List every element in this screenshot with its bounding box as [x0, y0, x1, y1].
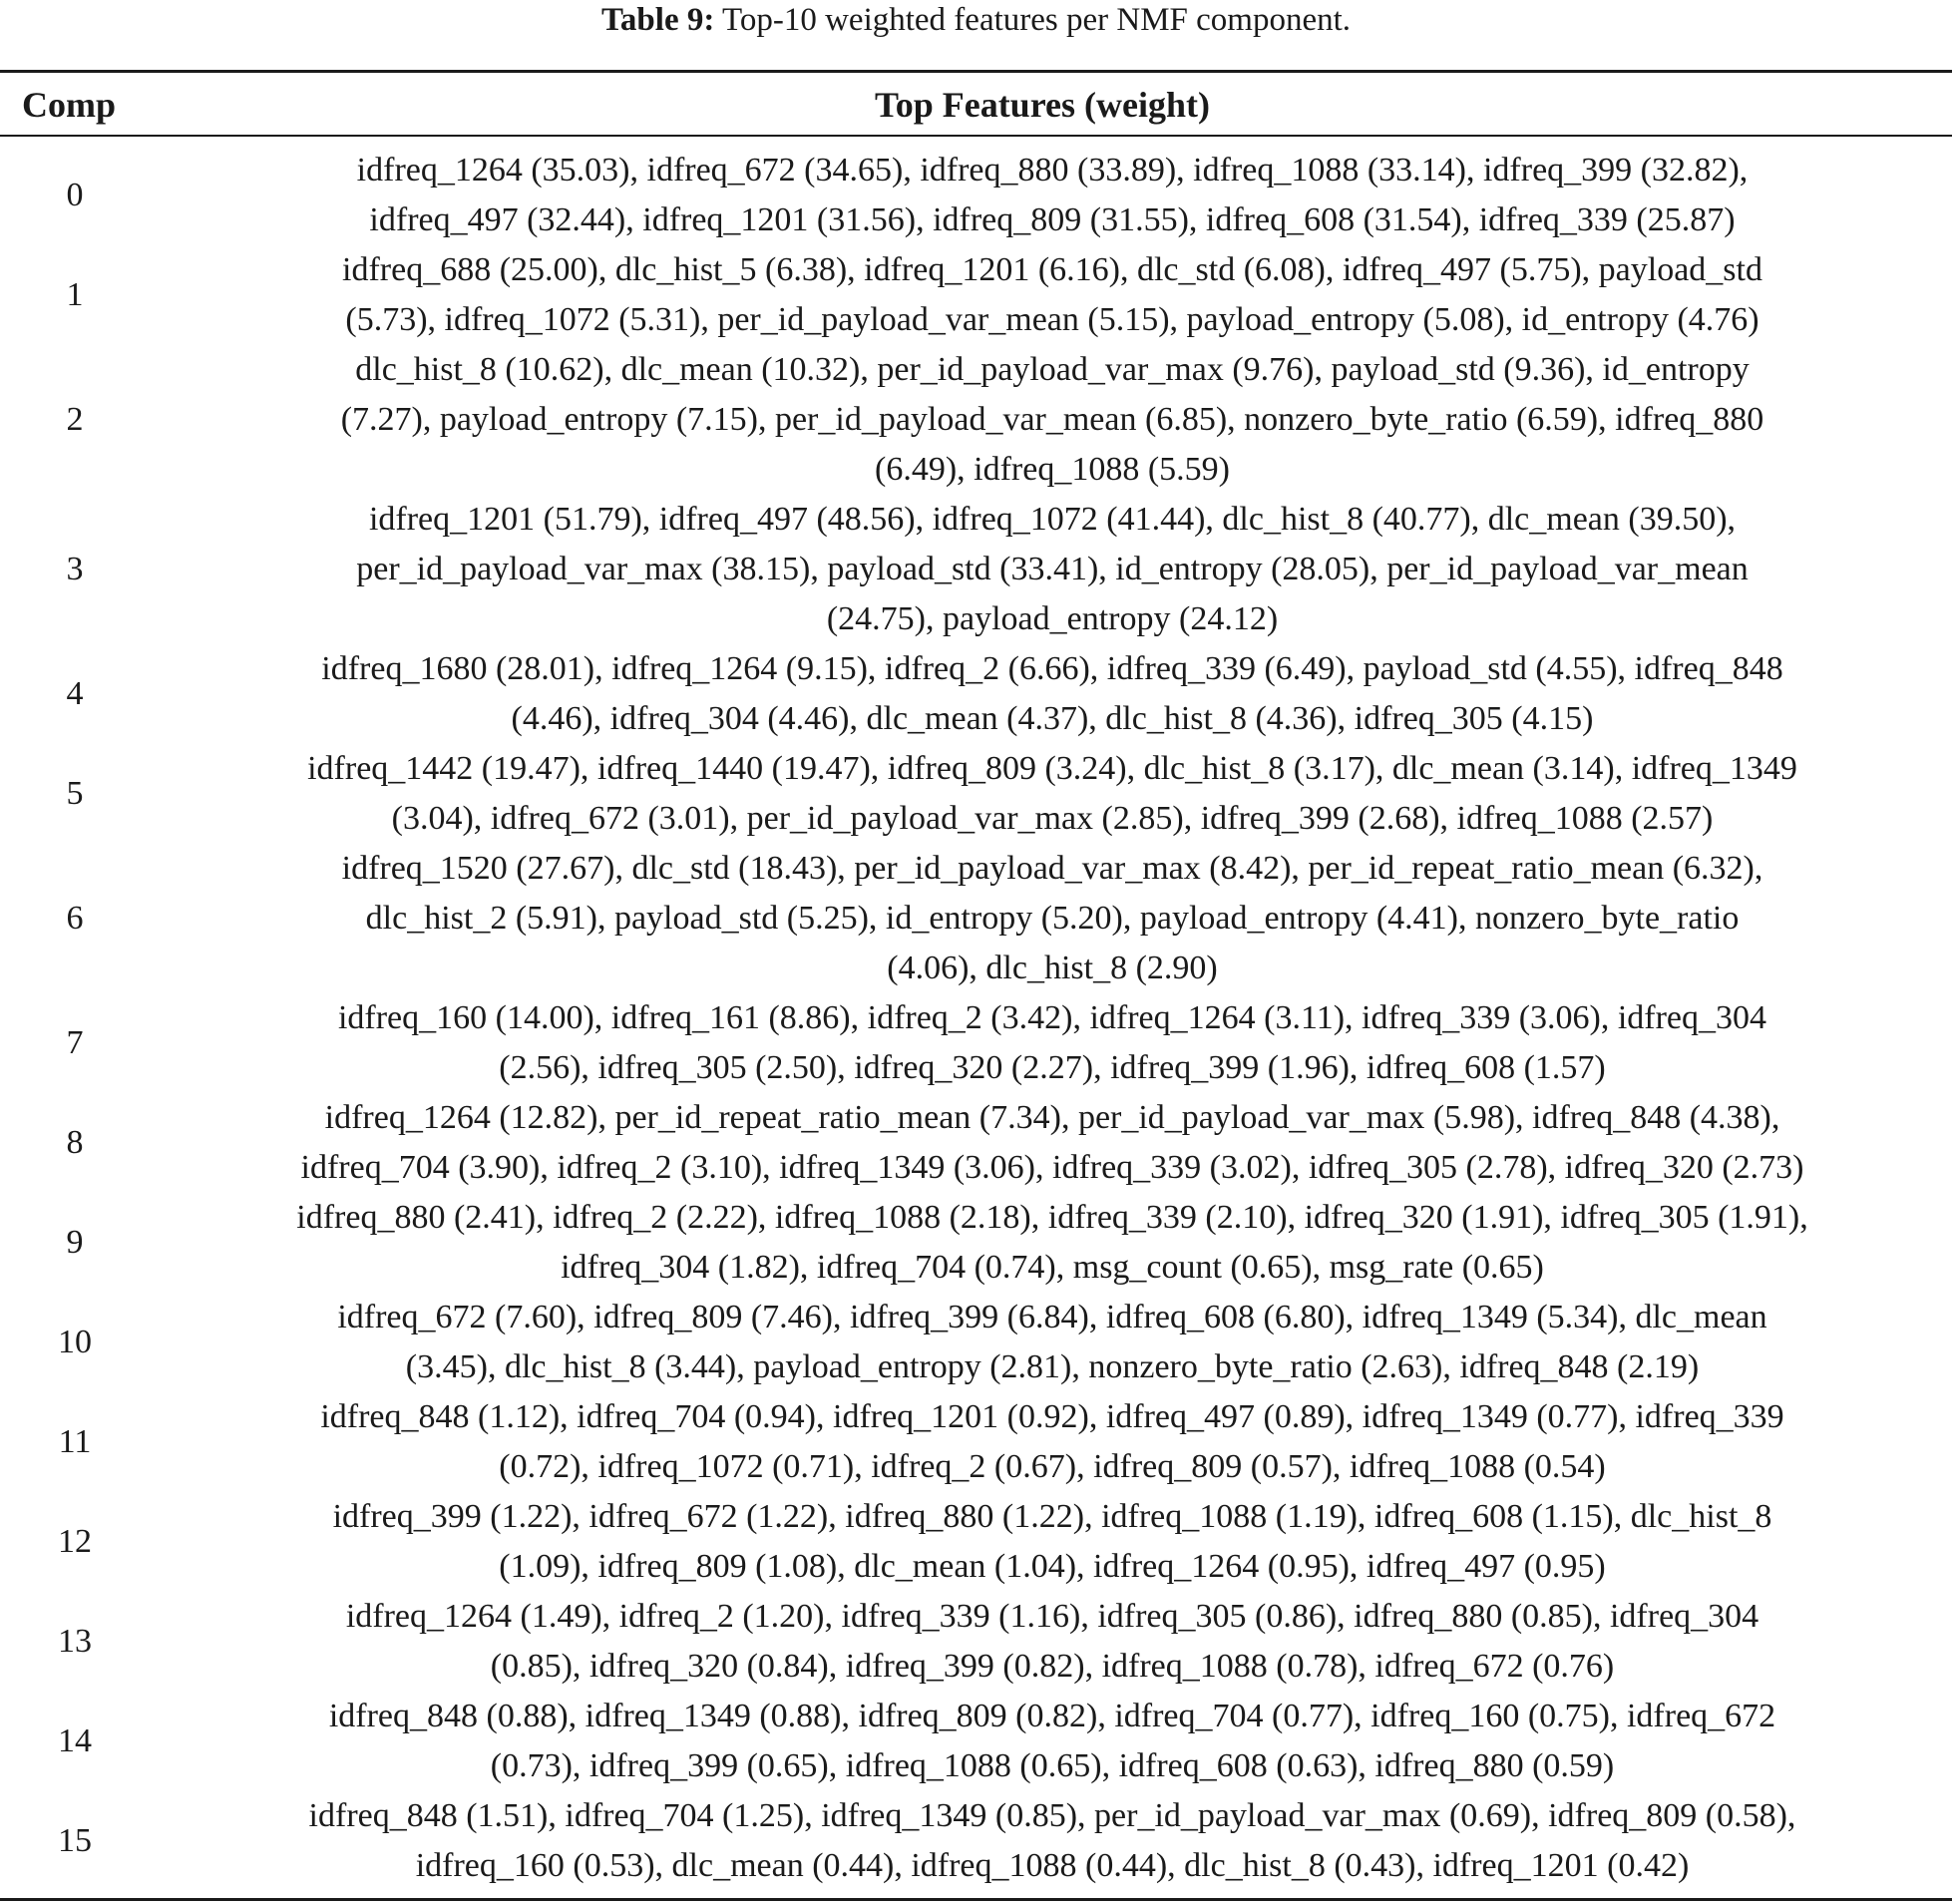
column-header-features: Top Features (weight) [875, 85, 1210, 125]
comp-cell: 7 [66, 1024, 84, 1061]
table-row [0, 1492, 1952, 1592]
table-row [0, 1692, 1952, 1791]
comp-cell: 15 [58, 1822, 92, 1859]
features-cell [160, 345, 1945, 495]
features-line: idfreq_1442 (19.47), idfreq_1440 (19.47), idfreq_809 (3.24), dlc_hist_8 (3.17), dlc_mean (3.14), idfreq_1349 [307, 750, 1797, 787]
comp-cell: 14 [58, 1722, 92, 1759]
features-line: (24.75), payload_entropy (24.12) [826, 600, 1279, 637]
caption-label: Table 9: [600, 2, 715, 38]
caption-text: Top-10 weighted features per NMF component. [722, 2, 1352, 38]
features-line: (5.73), idfreq_1072 (5.31), per_id_payload_var_mean (5.15), payload_entropy (5.08), id_entropy (4.76) [345, 301, 1759, 338]
features-line: idfreq_848 (0.88), idfreq_1349 (0.88), idfreq_809 (0.82), idfreq_704 (0.77), idfreq_160 (0.75), idfreq_672 [328, 1698, 1776, 1734]
features-cell [160, 1592, 1945, 1692]
table-row [0, 993, 1952, 1093]
table-top-rule [0, 70, 1952, 73]
comp-cell: 11 [58, 1423, 92, 1460]
features-line: idfreq_1520 (27.67), dlc_std (18.43), per_id_payload_var_max (8.42), per_id_repeat_ratio_mean (6.32), [341, 850, 1763, 887]
features-line: per_id_payload_var_max (38.15), payload_std (33.41), id_entropy (28.05), per_id_payload_var_mean [356, 551, 1749, 587]
table-row [0, 1592, 1952, 1692]
features-line: idfreq_672 (7.60), idfreq_809 (7.46), idfreq_399 (6.84), idfreq_608 (6.80), idfreq_1349 (5.34), dlc_mean [337, 1299, 1767, 1335]
table-row [0, 146, 1952, 245]
table-row [0, 1293, 1952, 1392]
features-line: (0.72), idfreq_1072 (0.71), idfreq_2 (0.67), idfreq_809 (0.57), idfreq_1088 (0.54) [499, 1448, 1606, 1485]
features-cell [160, 844, 1945, 993]
features-line: idfreq_1680 (28.01), idfreq_1264 (9.15), idfreq_2 (6.66), idfreq_339 (6.49), payload_std (4.55), idfreq_848 [321, 650, 1783, 687]
features-cell [160, 1492, 1945, 1592]
table-row [0, 644, 1952, 744]
features-line: idfreq_160 (14.00), idfreq_161 (8.86), idfreq_2 (3.42), idfreq_1264 (3.11), idfreq_339 (3.06), idfreq_304 [337, 999, 1767, 1036]
table-row [0, 744, 1952, 844]
features-cell [160, 245, 1945, 345]
features-line: idfreq_1264 (35.03), idfreq_672 (34.65), idfreq_880 (33.89), idfreq_1088 (33.14), idfreq_399 (32.82), [356, 152, 1749, 189]
table-bottom-rule [0, 1898, 1952, 1901]
features-cell [160, 1791, 1945, 1891]
table-header-rule [0, 135, 1952, 137]
features-line: (3.04), idfreq_672 (3.01), per_id_payload_var_max (2.85), idfreq_399 (2.68), idfreq_1088 (2.57) [391, 800, 1714, 837]
features-line: idfreq_704 (3.90), idfreq_2 (3.10), idfreq_1349 (3.06), idfreq_339 (3.02), idfreq_305 (2.78), idfreq_320 (2.73) [300, 1149, 1804, 1186]
features-line: idfreq_848 (1.51), idfreq_704 (1.25), idfreq_1349 (0.85), per_id_payload_var_max (0.69), idfreq_809 (0.58), [308, 1797, 1796, 1834]
column-header-comp: Comp [22, 85, 117, 125]
features-line: (6.49), idfreq_1088 (5.59) [875, 451, 1230, 488]
features-line: (3.45), dlc_hist_8 (3.44), payload_entropy (2.81), nonzero_byte_ratio (2.63), idfreq_848 (2.19) [405, 1348, 1700, 1385]
comp-cell: 12 [58, 1523, 92, 1560]
features-cell [160, 146, 1945, 245]
comp-cell: 10 [58, 1324, 92, 1360]
table-row [0, 1193, 1952, 1293]
features-cell [160, 1193, 1945, 1293]
features-line: dlc_hist_8 (10.62), dlc_mean (10.32), per_id_payload_var_max (9.76), payload_std (9.36), id_entropy [355, 351, 1750, 388]
table-row [0, 245, 1952, 345]
features-line: idfreq_497 (32.44), idfreq_1201 (31.56), idfreq_809 (31.55), idfreq_608 (31.54), idfreq_339 (25.87) [369, 201, 1736, 238]
comp-cell: 2 [66, 401, 84, 438]
features-line: (4.46), idfreq_304 (4.46), dlc_mean (4.37), dlc_hist_8 (4.36), idfreq_305 (4.15) [511, 700, 1594, 737]
table-row [0, 1392, 1952, 1492]
comp-cell: 8 [66, 1124, 84, 1161]
comp-cell: 4 [66, 675, 84, 712]
features-line: idfreq_1264 (1.49), idfreq_2 (1.20), idfreq_339 (1.16), idfreq_305 (0.86), idfreq_880 (0.85), idfreq_304 [345, 1598, 1759, 1635]
features-line: (7.27), payload_entropy (7.15), per_id_payload_var_mean (6.85), nonzero_byte_ratio (6.59), idfreq_880 [340, 401, 1764, 438]
comp-cell: 1 [66, 276, 84, 313]
features-cell [160, 495, 1945, 644]
features-line: idfreq_688 (25.00), dlc_hist_5 (6.38), idfreq_1201 (6.16), dlc_std (6.08), idfreq_497 (5.75), payload_std [342, 251, 1762, 288]
features-cell [160, 1293, 1945, 1392]
comp-cell: 13 [58, 1623, 92, 1660]
table-row [0, 495, 1952, 644]
comp-cell: 3 [66, 551, 84, 587]
features-line: (2.56), idfreq_305 (2.50), idfreq_320 (2.27), idfreq_399 (1.96), idfreq_608 (1.57) [499, 1049, 1606, 1086]
features-cell [160, 1392, 1945, 1492]
table-body [0, 146, 1952, 1891]
features-cell [160, 644, 1945, 744]
features-line: (1.09), idfreq_809 (1.08), dlc_mean (1.04), idfreq_1264 (0.95), idfreq_497 (0.95) [499, 1548, 1606, 1585]
comp-cell: 5 [66, 775, 84, 812]
table-row [0, 1093, 1952, 1193]
comp-cell: 6 [66, 900, 84, 937]
table-caption [0, 0, 1952, 40]
features-line: (0.73), idfreq_399 (0.65), idfreq_1088 (0.65), idfreq_608 (0.63), idfreq_880 (0.59) [490, 1747, 1615, 1784]
table-row [0, 345, 1952, 495]
features-cell [160, 993, 1945, 1093]
features-line: idfreq_160 (0.53), dlc_mean (0.44), idfreq_1088 (0.44), dlc_hist_8 (0.43), idfreq_1201 (0.42) [415, 1847, 1690, 1884]
comp-cell: 0 [66, 177, 84, 213]
features-line: (4.06), dlc_hist_8 (2.90) [887, 950, 1218, 986]
table-row [0, 1791, 1952, 1891]
features-line: idfreq_880 (2.41), idfreq_2 (2.22), idfreq_1088 (2.18), idfreq_339 (2.10), idfreq_320 (1.91), idfreq_305 (1.91), [296, 1199, 1808, 1236]
features-cell [160, 744, 1945, 844]
features-cell [160, 1093, 1945, 1193]
features-line: idfreq_399 (1.22), idfreq_672 (1.22), idfreq_880 (1.22), idfreq_1088 (1.19), idfreq_608 (1.15), dlc_hist_8 [332, 1498, 1772, 1535]
features-line: idfreq_848 (1.12), idfreq_704 (0.94), idfreq_1201 (0.92), idfreq_497 (0.89), idfreq_1349 (0.77), idfreq_339 [320, 1398, 1784, 1435]
features-cell [160, 1692, 1945, 1791]
comp-cell: 9 [66, 1224, 84, 1261]
features-line: (0.85), idfreq_320 (0.84), idfreq_399 (0.82), idfreq_1088 (0.78), idfreq_672 (0.76) [490, 1648, 1615, 1685]
features-line: dlc_hist_2 (5.91), payload_std (5.25), id_entropy (5.20), payload_entropy (4.41), nonzero_byte_ratio [365, 900, 1740, 937]
features-line: idfreq_1264 (12.82), per_id_repeat_ratio_mean (7.34), per_id_payload_var_max (5.98), idfreq_848 (4.38), [324, 1099, 1780, 1136]
table-row [0, 844, 1952, 993]
features-line: idfreq_304 (1.82), idfreq_704 (0.74), msg_count (0.65), msg_rate (0.65) [561, 1249, 1544, 1286]
features-line: idfreq_1201 (51.79), idfreq_497 (48.56), idfreq_1072 (41.44), dlc_hist_8 (40.77), dlc_mean (39.50), [368, 501, 1737, 538]
